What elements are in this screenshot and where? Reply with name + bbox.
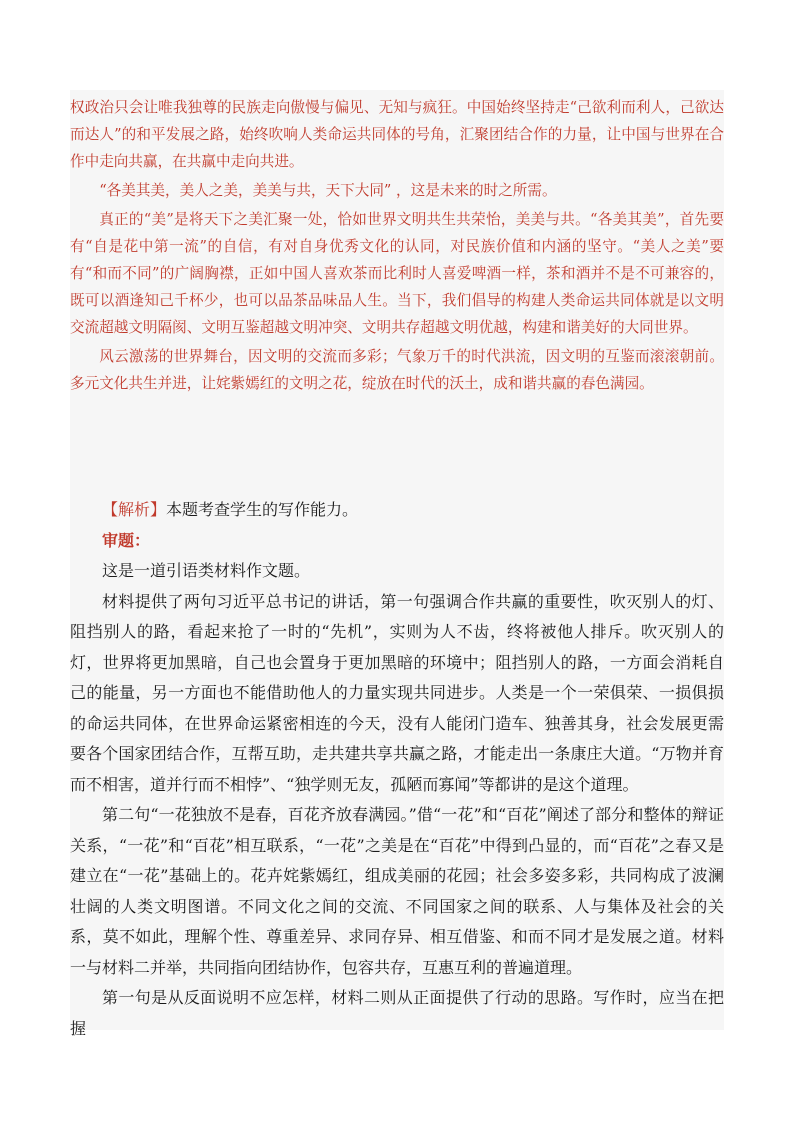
analysis-heading <box>70 526 724 557</box>
analysis-section <box>70 495 724 1044</box>
analysis-paragraph-4: 第一句是从反面说明不应怎样，材料二则从正面提供了行动的思路。写作时，应当在把握 <box>70 988 724 1038</box>
essay-paragraph-4: 风云激荡的世界舞台，因文明的交流而多彩；气象万千的时代洪流，因文明的互鉴而滚滚朝前。多元文化共生并进，让姹紫嫣红的文明之花，绽放在时代的沃土，成和谐共赢的春色满园。 <box>70 348 724 392</box>
model-essay <box>70 94 724 397</box>
analysis-paragraph-2: 材料提供了两句习近平总书记的讲话，第一句强调合作共赢的重要性，吹灭别人的灯、阻挡别人的路，看起来抢了一时的“先机”，实则为人不齿，终将被他人排斥。吹灭别人的灯，世界将更加黑暗，自己也会置身于更加黑暗的环境中；阻挡别人的路，一方面会消耗自己的能量，另一方面也不能借助他人的力量实现共同进步。人类是一个一荣俱荣、一损俱损的命运共同体，在世界命运紧密相连的今天，没有人能闭门造车、独善其身，社会发展更需要各个国家团结合作，互帮互助，走共建共享共赢之路，才能走出一条康庄大道。“万物并育而不相害，道并行而不相悖”、“独学则无友，孤陋而寡闻”等都讲的是这个道理。 <box>70 591 724 794</box>
essay-paragraph-1: 权政治只会让唯我独尊的民族走向傲慢与偏见、无知与疯狂。中国始终坚持走“己欲利而利人，己欲达而达人”的和平发展之路，始终吹响人类命运共同体的号角，汇聚团结合作的力量，让中国与世界在合作中走向共赢，在共赢中走向共进。 <box>70 99 724 170</box>
analysis-intro-text: 本题考查学生的写作能力。 <box>166 500 359 519</box>
essay-paragraph-2: “各美其美，美人之美，美美与共，天下大同” ，这是未来的时之所需。 <box>99 182 557 199</box>
analysis-label: 【解析】 <box>102 500 167 519</box>
shenti-heading: 审题： <box>102 530 151 550</box>
analysis-paragraph-1: 这是一道引语类材料作文题。 <box>102 561 311 580</box>
analysis-intro <box>70 495 724 526</box>
analysis-paragraph-3: 第二句“一花独放不是春，百花齐放春满园。”借“一花”和“百花”阐述了部分和整体的辩证关系，“一花”和“百花”相互联系，“一花”之美是在“百花”中得到凸显的，而“百花”之春又是建立在“一花”基础上的。花卉姹紫嫣红，组成美丽的花园；社会多姿多彩，共同构成了波澜壮阔的人类文明图谱。不同文化之间的交流、不同国家之间的联系、人与集体及社会的关系，莫不如此，理解个性、尊重差异、求同存异、相互借鉴、和而不同才是发展之道。材料一与材料二并举，共同指向团结协作，包容共存，互惠互利的普遍道理。 <box>70 805 724 977</box>
document-page <box>70 90 724 1038</box>
essay-paragraph-3: 真正的“美”是将天下之美汇聚一处，恰如世界文明共生共荣怡，美美与共。“各美其美”，首先要有“自是花中第一流”的自信，有对自身优秀文化的认同，对民族价值和内涵的坚守。“美人之美”要有“和而不同”的广阔胸襟，正如中国人喜欢茶而比利时人喜爱啤酒一样，茶和酒并不是不可兼容的，既可以酒逢知己千杯少，也可以品茶品味品人生。当下，我们倡导的构建人类命运共同体就是以文明交流超越文明隔阂、文明互鉴超越文明冲突、文明共存超越文明优越，构建和谐美好的大同世界。 <box>70 211 724 336</box>
